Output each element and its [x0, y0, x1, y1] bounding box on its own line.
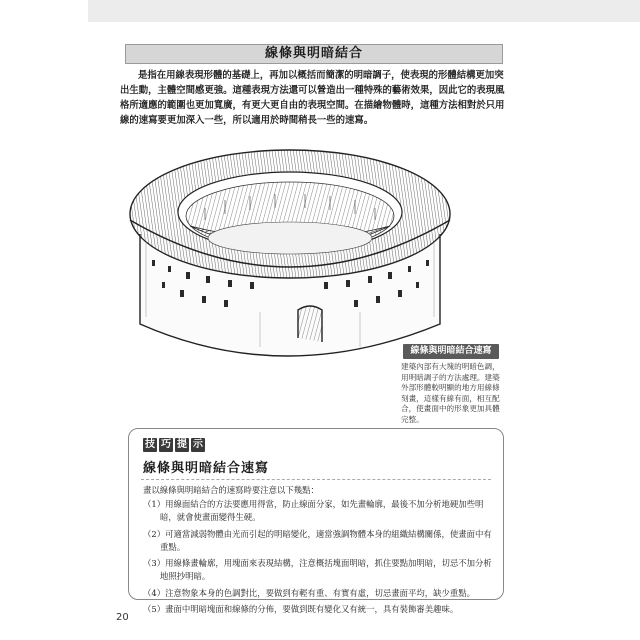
caption-text: 建築內部有大塊的明暗色調，用明暗調子的方法處理。建築外部形體較明顯的地方用線條刻畫，這樣有線有面，相互配合，使畫面中的形象更加具體完整。	[401, 362, 500, 424]
tips-badge: 技	[145, 439, 155, 450]
tips-title: 線條與明暗結合速寫	[143, 461, 270, 476]
tips-list-item: （1）用線面結合的方法要應用得當，防止線面分家，如先畫輪廓，最後不加分析地硬加些明暗，就會使畫面變得生硬。	[143, 499, 484, 522]
page-number: 20	[116, 612, 129, 623]
tips-badge: 示	[193, 439, 203, 450]
tips-list-item: （5）畫面中明暗塊面和線條的分佈，要做到既有變化又有統一，具有裝飾審美趣味。	[143, 604, 459, 614]
tips-badge: 提	[177, 439, 187, 450]
tips-badges	[143, 438, 205, 452]
tips-box	[128, 428, 504, 614]
tips-list-item: （4）注意物象本身的色調對比，要做到有輕有重、有實有虛，切忌畫面平均，缺少重點。	[143, 587, 475, 598]
tulou-sketch-illustration	[110, 142, 460, 378]
caption-label: 線條與明暗結合速寫	[403, 344, 499, 359]
section-title: 線條與明暗結合	[125, 44, 503, 64]
page-top-band	[88, 0, 640, 22]
tips-badge: 巧	[161, 439, 171, 450]
intro-paragraph: 是指在用線表現形體的基礎上，再加以概括而簡潔的明暗調子，使表現的形體結構更加突出生動，主體空間感更強。這種表現方法還可以營造出一種特殊的藝術效果，因此它的表現風格所適應的範圍也更加寬廣，有更大更自由的表現空間。在描繪物體時，這種方法相對於只用線的速寫要更加深入一些，所以適用於時間稍長一些的速寫。	[120, 70, 505, 126]
tips-list-item: （3）用線條畫輪廓，用塊面來表現結構，注意概括塊面明暗，抓住要點加明暗，切忌不加分析地照抄明暗。	[143, 558, 492, 581]
tips-intro: 畫以線條與明暗結合的速寫時要注意以下幾點：	[143, 485, 319, 495]
tips-divider	[141, 479, 491, 480]
tips-list-item: （2）可適當減弱物體由光而引起的明暗變化，適當強調物體本身的組織結構關係，使畫面中有重點。	[143, 528, 492, 552]
tips-list	[143, 498, 495, 620]
intro-text	[120, 68, 512, 128]
